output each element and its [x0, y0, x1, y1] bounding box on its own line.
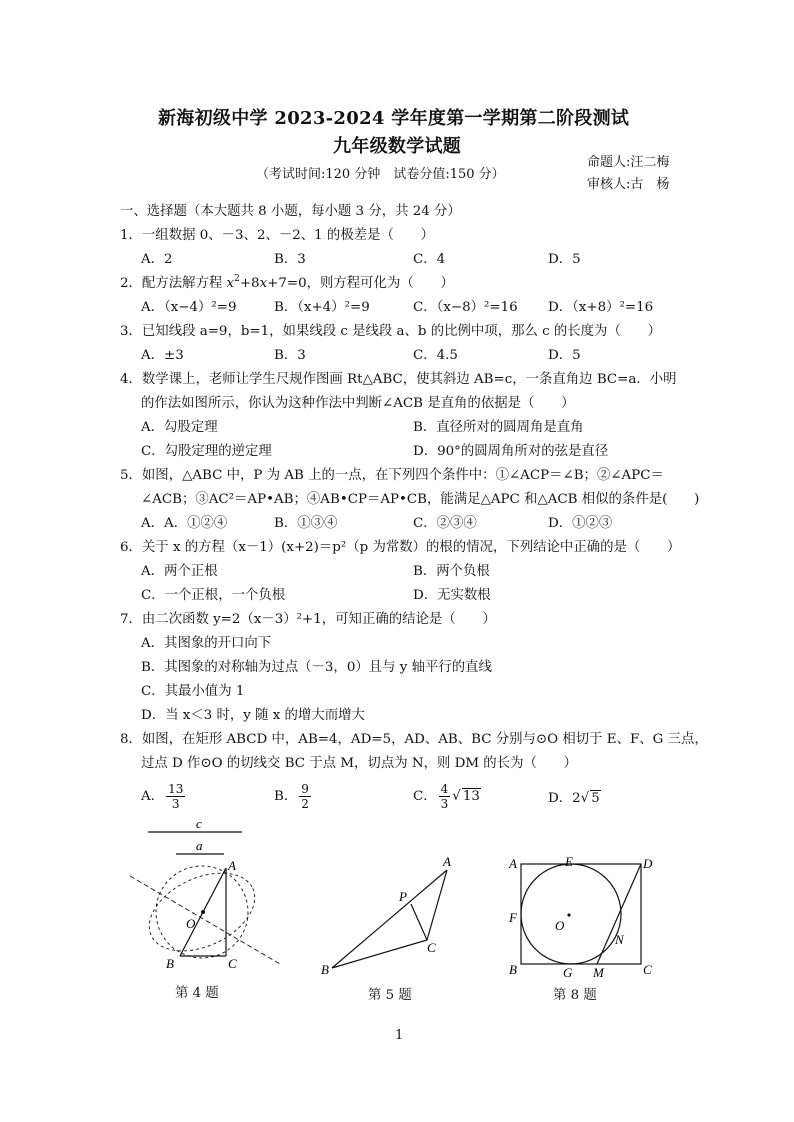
- fig8-label-B: B: [509, 962, 517, 977]
- exam-title: 新海初级中学 2023-2024 学年度第一学期第二阶段测试: [158, 108, 630, 129]
- q8-option-a-fraction: [166, 782, 185, 811]
- author-line: [587, 151, 669, 170]
- q5-option-a: A．A．①②④: [141, 516, 228, 531]
- fig4-label-B: B: [166, 956, 174, 971]
- q3-stem: 3．已知线段 a=9，b=1，如果线段 c 是线段 a、b 的比例中项，那么 c 的长度为（ ）: [120, 324, 662, 339]
- fig5-side-ac: [427, 870, 447, 940]
- q2-option-d: D．（x+8）²=16: [548, 300, 654, 315]
- q6-option-a: A．两个正根: [141, 564, 218, 579]
- q5-option-b: B．①③④: [274, 516, 338, 531]
- fig8-circle: [521, 864, 621, 964]
- fig8-label-A: A: [509, 856, 517, 871]
- q2-stem-post: ，则方程可化为（ ）: [306, 276, 454, 291]
- q2-option-c: C．（x−8）²=16: [413, 300, 518, 315]
- q8-option-b-fraction: [299, 782, 311, 811]
- q3-option-c: C．4.5: [413, 348, 458, 363]
- q3-option-a: A．±3: [141, 348, 184, 363]
- fig8-center-point: [567, 913, 570, 916]
- q4-option-a: A．勾股定理: [141, 420, 218, 435]
- q2-option-a: A．（x−4）²=9: [141, 300, 237, 315]
- q4-option-b: B．直径所对的圆周角是直角: [413, 420, 584, 435]
- fig4-label-O: O: [186, 916, 196, 931]
- q4-option-c: C．勾股定理的逆定理: [141, 444, 272, 459]
- q8-option-a: [141, 782, 187, 811]
- q8-option-d-label: D．: [548, 791, 573, 806]
- reviewer-line: [587, 173, 669, 192]
- fig8-tangent-dm: [597, 864, 641, 964]
- fig8-rectangle: [521, 864, 641, 964]
- q8-option-d: [548, 788, 601, 810]
- fig4-label-a: a: [196, 838, 203, 853]
- q1-stem: 1．一组数据 0、－3、2、－2、1 的极差是（ ）: [120, 228, 435, 243]
- q8-option-b: [274, 782, 313, 811]
- q2-option-b: B．（x+4）²=9: [274, 300, 370, 315]
- q8-option-b-denominator: 2: [301, 797, 309, 811]
- figure-5-caption: 第 5 题: [368, 988, 412, 1003]
- q5-option-c: C．②③④: [413, 516, 477, 531]
- reviewer-label: 审核人:: [587, 177, 631, 192]
- q8-option-c-radical: √ 13: [452, 789, 480, 804]
- q8-option-b-label: B．: [274, 789, 298, 804]
- q4-option-d: D．90°的圆周角所对的弦是直径: [413, 444, 609, 459]
- q1-option-a: A．2: [141, 252, 173, 267]
- fig8-label-O: O: [555, 918, 565, 933]
- fig4-label-c: c: [196, 816, 202, 831]
- q7-stem: 7．由二次函数 y=2（x－3）²+1，可知正确的结论是（ ）: [120, 612, 496, 627]
- fig8-label-D: D: [643, 856, 653, 871]
- figure-8: [505, 850, 665, 980]
- q8-stem-line2: 过点 D 作⊙O 的切线交 BC 于点 M，切点为 N，则 DM 的长为（ ）: [141, 756, 578, 771]
- q8-option-c-radicand: 13: [462, 789, 480, 804]
- q2-stem-pre: 2．配方法解方程: [120, 276, 227, 291]
- fig8-label-E: E: [565, 854, 573, 869]
- fig8-label-G: G: [563, 965, 573, 980]
- q8-option-a-numerator: 13: [168, 782, 184, 796]
- reviewer-name: 古 杨: [630, 177, 670, 192]
- q3-option-d: D．5: [548, 348, 581, 363]
- figure-5: [315, 850, 460, 978]
- q1-option-d: D．5: [548, 252, 581, 267]
- q8-stem-line1: 8．如图，在矩形 ABCD 中，AB=4，AD=5，AD、AB、BC 分别与⊙O 相切于 E、F、G 三点，: [120, 732, 708, 747]
- fig8-label-M: M: [593, 965, 604, 980]
- fig5-label-C: C: [427, 940, 436, 955]
- q6-option-b: B．两个负根: [413, 564, 490, 579]
- fig5-label-A: A: [443, 854, 451, 869]
- fig4-center-point: [201, 910, 205, 914]
- fig8-label-F: F: [509, 910, 517, 925]
- fig4-label-A: A: [228, 858, 236, 873]
- figure-4-caption: 第 4 题: [175, 986, 219, 1001]
- q7-option-b: B．其图象的对称轴为过点（－3，0）且与 y 轴平行的直线: [141, 660, 492, 675]
- q5-option-d: D．①②③: [548, 516, 613, 531]
- q4-stem-line1: 4．数学课上，老师让学生尺规作图画 Rt△ABC，使其斜边 AB=c，一条直角边 BC=a．小明: [120, 372, 677, 387]
- q8-option-d-radicand: 5: [591, 791, 600, 806]
- section-heading: 一、选择题（本大题共 8 小题，每小题 3 分，共 24 分）: [120, 204, 461, 219]
- fig4-perpendicular-bisector: [130, 876, 280, 964]
- q3-option-b: B．3: [274, 348, 306, 363]
- author-name: 汪二梅: [630, 155, 670, 170]
- q8-option-d-coefficient: 2: [572, 791, 581, 806]
- q5-stem-line1: 5．如图，△ABC 中，P 为 AB 上的一点，在下列四个条件中：①∠ACP＝∠B；②∠APC＝: [120, 468, 664, 483]
- q7-option-c: C．其最小值为 1: [141, 684, 245, 699]
- fig5-segment-pc: [411, 904, 427, 940]
- q6-option-d: D．无实数根: [413, 588, 491, 603]
- q8-option-a-label: A．: [141, 789, 165, 804]
- q5-stem-line2: ∠ACB；③AC²＝AP•AB；④AB•CP＝AP•CB，能满足△APC 和△ACB 相似的条件是( ): [141, 492, 700, 507]
- q2-stem: [120, 273, 454, 295]
- figure-4: [118, 812, 288, 972]
- q7-option-d: D．当 x＜3 时，y 随 x 的增大而增大: [141, 708, 365, 723]
- exam-subtitle: 九年级数学试题: [333, 136, 462, 157]
- q6-stem: 6．关于 x 的方程（x－1）(x+2)＝p²（p 为常数）的根的情况，下列结论中正确的是（ ）: [120, 540, 681, 555]
- author-label: 命题人:: [587, 155, 631, 170]
- q8-option-c-label: C．: [413, 789, 437, 804]
- exam-info: （考试时间:120 分钟 试卷分值:150 分）: [256, 167, 505, 182]
- q8-option-a-denominator: 3: [171, 797, 180, 811]
- fig8-label-C: C: [643, 962, 652, 977]
- q7-option-a: A．其图象的开口向下: [141, 636, 272, 651]
- q2-equation: $x^2+8x+7=0$: [226, 274, 307, 291]
- fig5-label-P: P: [399, 889, 407, 904]
- fig5-side-bc: [332, 940, 427, 968]
- fig8-label-N: N: [615, 932, 624, 947]
- q8-option-c-fraction: [439, 782, 451, 811]
- q8-option-b-numerator: 9: [301, 782, 309, 796]
- figure-8-caption: 第 8 题: [553, 988, 597, 1003]
- q8-option-d-radical: √ 5: [580, 791, 600, 806]
- q4-stem-line2: 的作法如图所示，你认为这种作法中判断∠ACB 是直角的依据是（ ）: [141, 396, 575, 411]
- page-number: 1: [395, 1028, 404, 1043]
- q1-option-b: B．3: [274, 252, 306, 267]
- q8-option-c: [413, 782, 481, 811]
- q8-option-c-denominator: 3: [440, 797, 449, 811]
- fig4-label-C: C: [228, 956, 237, 971]
- q8-option-c-numerator: 4: [440, 782, 449, 796]
- q1-option-c: C．4: [413, 252, 446, 267]
- q6-option-c: C．一个正根，一个负根: [141, 588, 286, 603]
- fig5-label-B: B: [321, 962, 329, 977]
